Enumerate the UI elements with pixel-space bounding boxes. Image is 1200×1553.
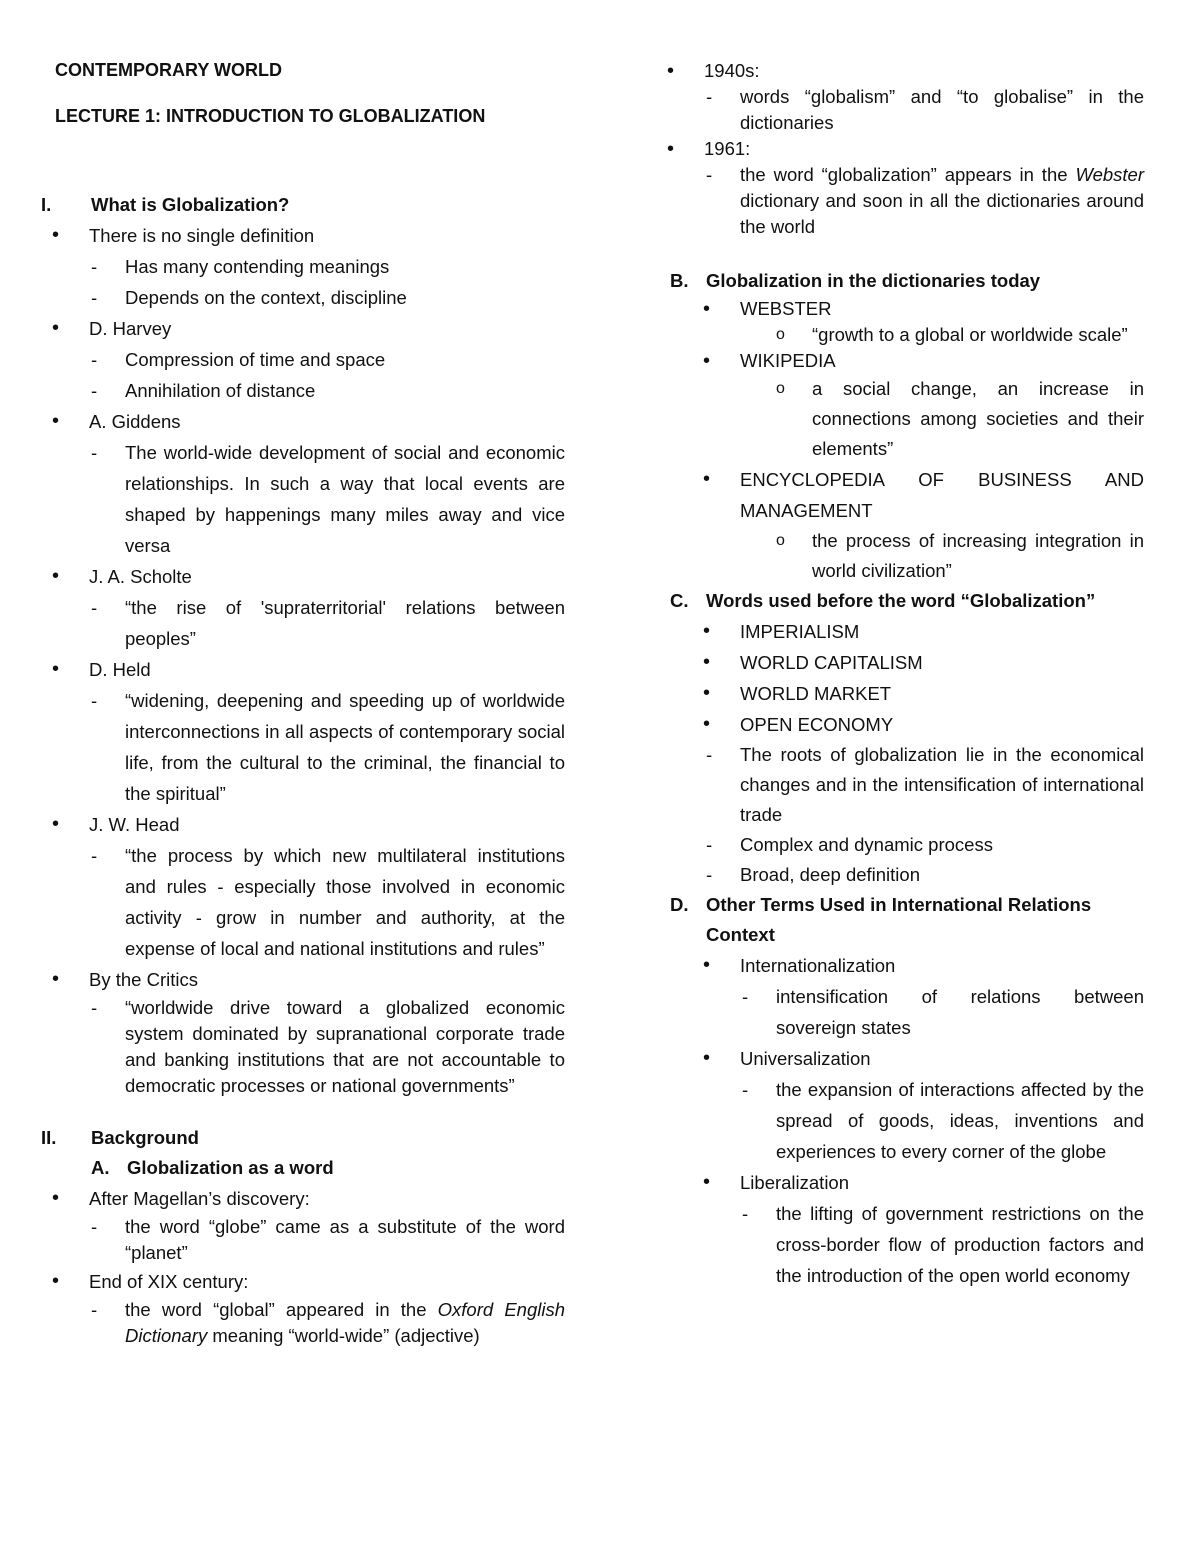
list-subitem: - The world-wide development of social and economic relationships. In such a way that local events are shaped by happenings many miles away and vice versa	[19, 437, 565, 561]
subsection-c-number: C.	[670, 590, 689, 611]
list-item: • Liberalization	[670, 1167, 1144, 1198]
subsection-a-heading	[55, 1153, 565, 1183]
dictionary-name: Webster	[1075, 164, 1144, 185]
subsection-d-heading	[670, 890, 1144, 950]
right-column	[670, 58, 1144, 1291]
list-subitem: - Compression of time and space	[19, 344, 565, 375]
subsection-d-title: Other Terms Used in International Relations Context	[706, 894, 1092, 945]
list-item: • D. Held	[19, 654, 565, 685]
section-1-heading	[41, 190, 565, 220]
lecture-title: LECTURE 1: INTRODUCTION TO GLOBALIZATION	[55, 106, 486, 126]
subsection-c-title: Words used before the word “Globalization”	[706, 590, 1096, 611]
list-item: • OPEN ECONOMY	[670, 709, 1144, 740]
list-item: • 1961:	[634, 136, 1108, 162]
list-item: • IMPERIALISM	[670, 616, 1144, 647]
list-item: • There is no single definition	[19, 220, 565, 251]
list-subitem: o “growth to a global or worldwide scale”	[670, 322, 1144, 348]
subitem-text: meaning “world-wide” (adjective)	[207, 1325, 480, 1346]
section-1-number: I.	[41, 194, 52, 215]
subitem-text: dictionary and soon in all the dictionaries around the world	[740, 190, 1144, 237]
list-item: • J. A. Scholte	[19, 561, 565, 592]
list-item: • Universalization	[670, 1043, 1144, 1074]
list-subitem: - the word “globe” came as a substitute of the word “planet”	[19, 1214, 565, 1266]
list-subitem: - “worldwide drive toward a globalized economic system dominated by supranational corporate trade and banking institutions that are not accountable to democratic processes or national governments”	[19, 995, 565, 1099]
list-item: • WIKIPEDIA	[670, 348, 1144, 374]
subsection-d-number: D.	[670, 894, 689, 915]
course-title: CONTEMPORARY WORLD	[55, 60, 282, 80]
list-subitem: - Depends on the context, discipline	[19, 282, 565, 313]
list-item: • A. Giddens	[19, 406, 565, 437]
list-item: • ENCYCLOPEDIA OF BUSINESS AND MANAGEMENT	[670, 464, 1144, 526]
subsection-b-title: Globalization in the dictionaries today	[706, 270, 1041, 291]
list-item: • 1940s:	[634, 58, 1108, 84]
subsection-a-number: A.	[91, 1157, 110, 1178]
list-subitem: - words “globalism” and “to globalise” in the dictionaries	[670, 84, 1144, 136]
list-subitem: o the process of increasing integration in world civilization”	[670, 526, 1144, 586]
section-2-title: Background	[91, 1127, 199, 1148]
list-subitem: - Broad, deep definition	[670, 860, 1144, 890]
list-item: • WORLD MARKET	[670, 678, 1144, 709]
subitem-text: the word “global” appeared in the	[125, 1299, 438, 1320]
list-item: • By the Critics	[19, 964, 565, 995]
list-item: • WEBSTER	[670, 296, 1144, 322]
list-subitem: - “widening, deepening and speeding up of worldwide interconnections in all aspects of contemporary social life, from the cultural to the criminal, the financial to the spiritual”	[19, 685, 565, 809]
list-subitem: - “the rise of 'supraterritorial' relations between peoples”	[19, 592, 565, 654]
list-subitem: - “the process by which new multilateral institutions and rules - especially those involved in economic activity - grow in number and authority, at the expense of local and national institutions and rules”	[19, 840, 565, 964]
dictionary-name: Oxford English Dictionary	[125, 1299, 565, 1346]
list-subitem: - the lifting of government restrictions on the cross-border flow of production factors and the introduction of the open world economy	[670, 1198, 1144, 1291]
list-subitem: - Annihilation of distance	[19, 375, 565, 406]
subsection-c-heading	[670, 586, 1144, 616]
list-item: • End of XIX century:	[19, 1266, 565, 1297]
list-item: • D. Harvey	[19, 313, 565, 344]
subsection-a-title: Globalization as a word	[127, 1157, 334, 1178]
list-item: • J. W. Head	[19, 809, 565, 840]
list-item: • After Magellan’s discovery:	[19, 1183, 565, 1214]
subsection-b-heading	[670, 266, 1144, 296]
list-subitem: - the expansion of interactions affected by the spread of goods, ideas, inventions and experiences to every corner of the globe	[670, 1074, 1144, 1167]
section-2-number: II.	[41, 1127, 57, 1148]
list-item: • Internationalization	[670, 950, 1144, 981]
subsection-b-number: B.	[670, 270, 689, 291]
section-1-title: What is Globalization?	[91, 194, 290, 215]
subitem-text: the word “globalization” appears in the	[740, 164, 1076, 185]
list-subitem	[19, 1297, 565, 1349]
left-column	[41, 58, 565, 1349]
list-subitem: - Has many contending meanings	[19, 251, 565, 282]
list-subitem	[670, 162, 1144, 240]
section-2-heading	[41, 1123, 565, 1153]
list-item: • WORLD CAPITALISM	[670, 647, 1144, 678]
list-subitem: o a social change, an increase in connections among societies and their elements”	[670, 374, 1144, 464]
list-subitem: - intensification of relations between sovereign states	[670, 981, 1144, 1043]
list-subitem: - Complex and dynamic process	[670, 830, 1144, 860]
list-subitem: - The roots of globalization lie in the economical changes and in the intensification of international trade	[670, 740, 1144, 830]
